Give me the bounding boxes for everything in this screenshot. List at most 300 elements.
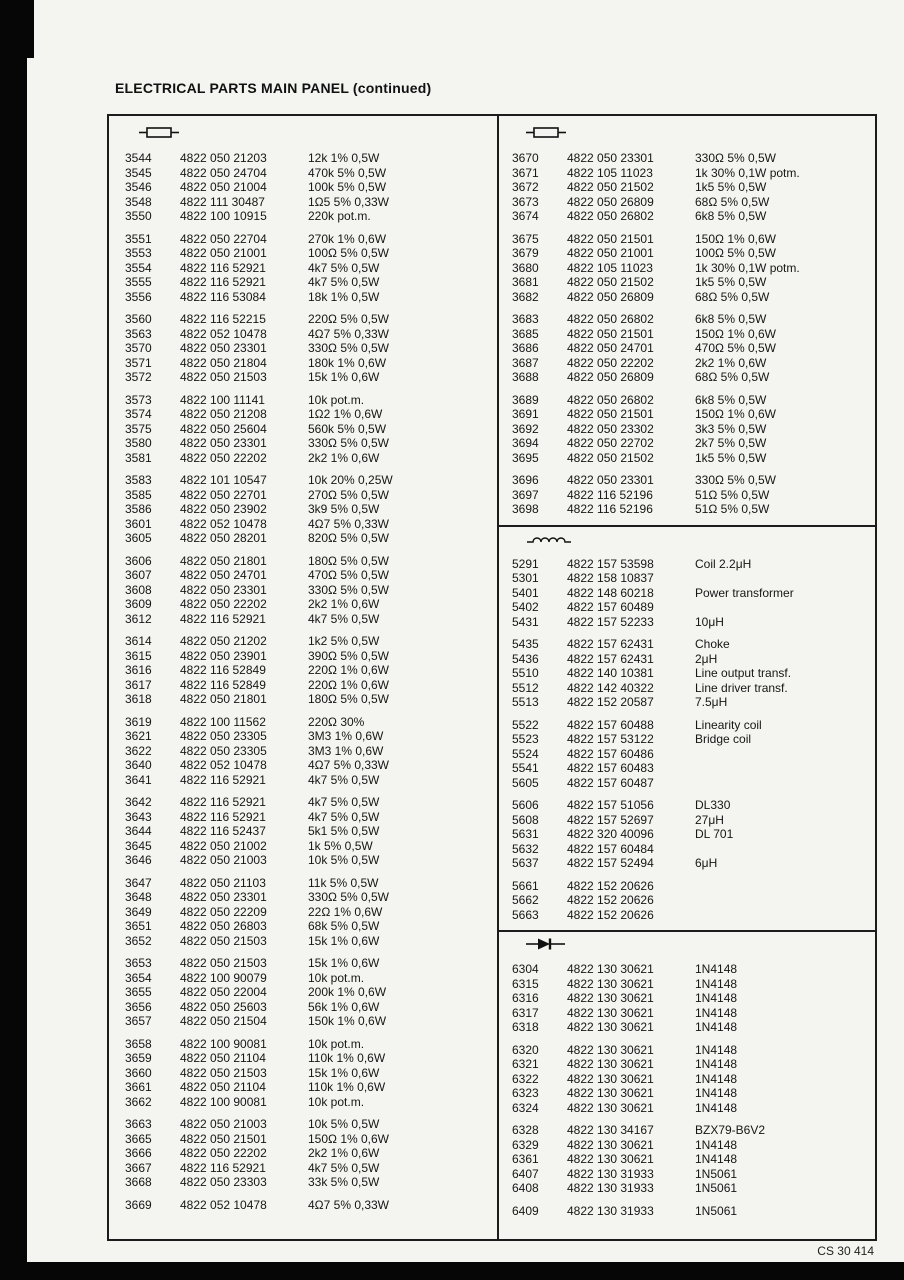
part-row	[125, 971, 489, 986]
part-desc: 1N4148	[695, 976, 738, 991]
part-row	[512, 557, 867, 572]
part-code: 4822 130 30621	[567, 1042, 654, 1057]
part-code: 4822 116 52921	[180, 772, 266, 787]
part-desc: 68Ω 5% 0,5W	[695, 370, 770, 384]
part-row	[125, 531, 489, 546]
part-ref: 3622	[125, 743, 152, 758]
part-desc	[695, 908, 867, 923]
part-code: 4822 100 10915	[180, 209, 267, 223]
part-row	[125, 773, 489, 788]
row-group	[125, 312, 489, 385]
part-ref: 3672	[512, 180, 539, 194]
part-desc: 100Ω 5% 0,5W	[695, 246, 777, 260]
part-code: 4822 050 21503	[180, 956, 267, 970]
part-desc: 180k 1% 0,6W	[308, 355, 387, 370]
part-row	[125, 729, 489, 744]
part-code: 4822 100 90081	[180, 1094, 267, 1109]
part-desc: 5k1 5% 0,5W	[308, 824, 380, 838]
part-ref: 3682	[512, 289, 539, 304]
part-row	[512, 761, 867, 776]
part-desc: DL 701	[695, 827, 734, 841]
part-code: 4822 320 40096	[567, 827, 654, 841]
row-group	[125, 232, 489, 305]
part-row	[125, 180, 489, 195]
part-ref: 3653	[125, 956, 152, 970]
part-row	[512, 977, 867, 992]
part-row	[125, 853, 489, 868]
part-row	[512, 195, 867, 210]
part-row	[125, 370, 489, 385]
part-row	[512, 1152, 867, 1167]
part-row	[125, 1117, 489, 1132]
part-row	[125, 341, 489, 356]
part-code: 4822 050 22004	[180, 985, 267, 999]
part-desc	[695, 879, 867, 894]
row-group	[512, 473, 867, 517]
part-code: 4822 050 23305	[180, 729, 267, 743]
part-row	[125, 1051, 489, 1066]
row-group	[125, 1117, 489, 1190]
row-group	[125, 393, 489, 466]
part-desc: 330Ω 5% 0,5W	[308, 890, 390, 904]
part-code: 4822 157 60487	[567, 775, 654, 790]
part-row	[125, 1095, 489, 1110]
part-desc: 4k7 5% 0,5W	[308, 795, 380, 809]
part-desc: 150Ω 1% 0,6W	[308, 1131, 390, 1146]
part-code: 4822 157 60483	[567, 761, 654, 775]
part-row	[125, 1014, 489, 1029]
part-desc	[695, 761, 867, 776]
part-desc: 1k 30% 0,1W potm.	[695, 165, 800, 180]
part-ref: 5523	[512, 732, 539, 746]
resistor-icon	[526, 126, 867, 144]
part-ref: 3572	[125, 370, 152, 384]
part-row	[125, 1198, 489, 1213]
part-ref: 5663	[512, 907, 539, 922]
part-code: 4822 130 31933	[567, 1203, 654, 1218]
parts-table-box	[107, 114, 877, 1241]
part-desc: 1k 30% 0,1W potm.	[695, 260, 800, 275]
part-ref: 3586	[125, 502, 152, 516]
part-desc: DL330	[695, 798, 731, 812]
part-desc: Power transformer	[695, 585, 794, 600]
part-ref: 5436	[512, 651, 539, 666]
part-ref: 3687	[512, 355, 539, 370]
part-desc: 220Ω 1% 0,6W	[308, 663, 390, 677]
part-ref: 5431	[512, 614, 539, 629]
row-group	[512, 312, 867, 385]
part-code: 4822 105 11023	[567, 260, 653, 275]
part-ref: 3655	[125, 985, 152, 999]
part-code: 4822 116 52849	[180, 663, 266, 677]
part-desc: 1k5 5% 0,5W	[695, 275, 767, 289]
part-code: 4822 116 52215	[180, 312, 266, 326]
part-code: 4822 130 31933	[567, 1166, 654, 1181]
part-ref: 5512	[512, 680, 539, 695]
part-row	[512, 695, 867, 710]
part-ref: 3609	[125, 597, 152, 611]
part-row	[125, 810, 489, 825]
part-code: 4822 101 10547	[180, 473, 267, 487]
part-ref: 3685	[512, 326, 539, 341]
row-group	[125, 151, 489, 224]
part-ref: 3680	[512, 260, 539, 275]
part-code: 4822 050 21103	[180, 875, 266, 890]
part-row	[512, 827, 867, 842]
part-row	[512, 991, 867, 1006]
part-code: 4822 152 20626	[567, 878, 654, 893]
part-ref: 3573	[125, 392, 152, 407]
part-code: 4822 050 21208	[180, 407, 267, 421]
part-code: 4822 140 10381	[567, 666, 654, 680]
part-code: 4822 116 52196	[567, 487, 653, 502]
part-code: 4822 050 26802	[567, 312, 654, 326]
part-code: 4822 050 23301	[567, 151, 654, 165]
part-desc: 51Ω 5% 0,5W	[695, 502, 770, 516]
part-desc: 4Ω7 5% 0,33W	[308, 1197, 390, 1212]
part-code: 4822 050 21004	[180, 180, 267, 194]
part-row	[512, 1181, 867, 1196]
part-desc: 33k 5% 0,5W	[308, 1175, 380, 1189]
part-desc: 1N4148	[695, 1137, 738, 1152]
part-ref: 3696	[512, 473, 539, 487]
part-desc: 10k pot.m.	[308, 970, 365, 985]
part-ref: 6315	[512, 976, 539, 991]
part-row	[125, 290, 489, 305]
row-group	[125, 1198, 489, 1213]
part-ref: 3560	[125, 312, 152, 326]
part-row	[512, 473, 867, 488]
part-ref: 5301	[512, 571, 539, 585]
part-ref: 3575	[125, 421, 152, 436]
part-desc: 390Ω 5% 0,5W	[308, 648, 390, 663]
page-title: ELECTRICAL PARTS MAIN PANEL (continued)	[115, 80, 432, 96]
part-code: 4822 130 30621	[567, 1086, 654, 1100]
part-desc: 100k 5% 0,5W	[308, 180, 387, 194]
part-code: 4822 050 26809	[567, 370, 654, 384]
part-ref: 3658	[125, 1036, 152, 1051]
part-ref: 3665	[125, 1131, 152, 1146]
part-ref: 3662	[125, 1094, 152, 1109]
part-code: 4822 050 22702	[567, 436, 654, 450]
part-code: 4822 130 30621	[567, 1152, 654, 1166]
part-code: 4822 130 30621	[567, 1005, 654, 1020]
part-ref: 3647	[125, 875, 152, 890]
part-row	[125, 517, 489, 532]
part-desc: 4k7 5% 0,5W	[308, 772, 380, 787]
part-ref: 3606	[125, 553, 152, 568]
part-row	[512, 776, 867, 791]
part-row	[125, 1000, 489, 1015]
part-ref: 3675	[512, 231, 539, 246]
part-desc: 150Ω 1% 0,6W	[695, 231, 777, 246]
part-code: 4822 050 21503	[180, 370, 267, 384]
part-ref: 5524	[512, 746, 539, 761]
footer-code: CS 30 414	[817, 1244, 874, 1258]
part-ref: 5631	[512, 827, 539, 841]
part-ref: 3615	[125, 648, 152, 663]
part-code: 4822 050 21203	[180, 151, 267, 165]
row-group	[512, 718, 867, 791]
part-code: 4822 050 21002	[180, 838, 267, 853]
row-group	[125, 956, 489, 1029]
part-row	[512, 180, 867, 195]
part-desc: 150Ω 1% 0,6W	[695, 407, 777, 421]
part-row	[512, 1020, 867, 1035]
part-ref: 5435	[512, 637, 539, 651]
part-desc: 15k 1% 0,6W	[308, 1065, 380, 1080]
part-desc: 110k 1% 0,6W	[308, 1051, 386, 1065]
part-desc: 10k 20% 0,25W	[308, 473, 393, 487]
part-desc: 2k2 1% 0,6W	[308, 1146, 380, 1160]
part-ref: 3686	[512, 341, 539, 355]
part-desc: 4k7 5% 0,5W	[308, 1160, 380, 1175]
part-row	[512, 166, 867, 181]
part-ref: 5608	[512, 812, 539, 827]
part-ref: 6321	[512, 1057, 539, 1071]
part-row	[512, 586, 867, 601]
part-desc: 2k2 1% 0,6W	[695, 355, 767, 370]
part-row	[125, 985, 489, 1000]
part-row	[125, 407, 489, 422]
part-ref: 3694	[512, 436, 539, 450]
right-column	[499, 116, 875, 1239]
part-row	[125, 649, 489, 664]
part-row	[512, 732, 867, 747]
part-row	[125, 232, 489, 247]
part-code: 4822 157 60489	[567, 600, 654, 614]
part-row	[512, 1101, 867, 1116]
part-code: 4822 050 25603	[180, 999, 267, 1014]
part-desc: Line driver transf.	[695, 680, 788, 695]
part-code: 4822 050 26809	[567, 289, 654, 304]
part-code: 4822 100 11141	[180, 392, 265, 407]
part-desc: 3k3 5% 0,5W	[695, 421, 767, 436]
row-group	[512, 637, 867, 710]
part-code: 4822 052 10478	[180, 1197, 267, 1212]
part-row	[512, 962, 867, 977]
part-code: 4822 130 31933	[567, 1181, 654, 1195]
scan-edge-bottom	[0, 1262, 904, 1280]
part-desc: 68Ω 5% 0,5W	[695, 194, 770, 209]
part-code: 4822 130 30621	[567, 976, 654, 991]
part-ref: 6324	[512, 1100, 539, 1115]
part-row	[512, 908, 867, 923]
part-desc: 270k 1% 0,6W	[308, 231, 387, 246]
part-row	[125, 554, 489, 569]
part-desc: 7.5μH	[695, 695, 728, 709]
part-code: 4822 130 30621	[567, 1137, 654, 1152]
part-desc: 1k 5% 0,5W	[308, 838, 373, 853]
part-desc: 1N4148	[695, 1057, 738, 1071]
part-desc: 200k 1% 0,6W	[308, 985, 387, 999]
part-row	[125, 1037, 489, 1052]
part-desc: 1N4148	[695, 962, 738, 976]
part-code: 4822 157 52233	[567, 614, 654, 629]
part-code: 4822 116 52921	[180, 275, 266, 289]
part-desc: 10k 5% 0,5W	[308, 853, 380, 867]
part-code: 4822 050 21001	[180, 246, 267, 260]
part-code: 4822 050 22202	[567, 355, 654, 370]
part-row	[125, 795, 489, 810]
part-desc: 1k5 5% 0,5W	[695, 180, 767, 194]
part-code: 4822 050 21503	[180, 933, 267, 948]
part-ref: 5510	[512, 666, 539, 680]
part-row	[512, 798, 867, 813]
part-row	[512, 1138, 867, 1153]
part-desc	[695, 600, 867, 615]
part-ref: 3546	[125, 180, 152, 194]
part-code: 4822 052 10478	[180, 516, 267, 531]
part-desc: 68k 5% 0,5W	[308, 919, 380, 933]
part-code: 4822 111 30487	[180, 194, 265, 209]
part-ref: 3643	[125, 809, 152, 824]
row-group	[512, 1043, 867, 1116]
part-row	[512, 856, 867, 871]
section-divider	[499, 930, 875, 932]
part-code: 4822 052 10478	[180, 758, 267, 772]
part-row	[512, 290, 867, 305]
part-desc: 1N4148	[695, 1086, 738, 1100]
part-code: 4822 157 51056	[567, 798, 654, 812]
part-row	[125, 692, 489, 707]
part-ref: 3697	[512, 487, 539, 502]
part-desc: 1N4148	[695, 1005, 738, 1020]
part-row	[512, 209, 867, 224]
part-code: 4822 050 23305	[180, 743, 267, 758]
part-code: 4822 050 21502	[567, 180, 654, 194]
part-row	[512, 637, 867, 652]
part-ref: 3607	[125, 568, 152, 582]
part-row	[512, 393, 867, 408]
part-desc: Line output transf.	[695, 666, 792, 680]
part-code: 4822 100 90081	[180, 1036, 267, 1051]
part-row	[512, 1072, 867, 1087]
row-group	[512, 798, 867, 871]
part-code: 4822 105 11023	[567, 165, 653, 180]
part-code: 4822 157 52494	[567, 856, 654, 870]
part-code: 4822 050 21501	[567, 407, 654, 421]
part-ref: 5513	[512, 695, 539, 709]
part-row	[512, 600, 867, 615]
part-ref: 3695	[512, 450, 539, 465]
part-code: 4822 152 20626	[567, 893, 654, 907]
part-code: 4822 116 52921	[180, 260, 266, 275]
part-ref: 3612	[125, 611, 152, 626]
part-row	[512, 681, 867, 696]
part-desc: 1k5 5% 0,5W	[695, 450, 767, 465]
scan-edge-left	[0, 0, 27, 1280]
part-code: 4822 116 52921	[180, 809, 266, 824]
part-desc: 3k9 5% 0,5W	[308, 502, 380, 516]
part-row	[125, 634, 489, 649]
part-code: 4822 050 22701	[180, 487, 267, 502]
part-row	[125, 919, 489, 934]
part-desc: 330Ω 5% 0,5W	[308, 582, 390, 597]
part-row	[125, 905, 489, 920]
part-row	[512, 261, 867, 276]
row-group	[512, 232, 867, 305]
part-ref: 3555	[125, 275, 152, 289]
part-code: 4822 050 22202	[180, 1146, 267, 1160]
part-row	[512, 502, 867, 517]
part-desc: 330Ω 5% 0,5W	[308, 341, 390, 355]
part-row	[125, 744, 489, 759]
part-ref: 3571	[125, 355, 152, 370]
part-row	[512, 275, 867, 290]
part-row	[512, 1043, 867, 1058]
part-ref: 3563	[125, 326, 152, 341]
part-row	[512, 151, 867, 166]
part-row	[125, 436, 489, 451]
part-row	[125, 824, 489, 839]
part-row	[125, 473, 489, 488]
part-ref: 3688	[512, 370, 539, 384]
part-code: 4822 157 62431	[567, 651, 654, 666]
part-code: 4822 050 23301	[180, 341, 267, 355]
part-ref: 3581	[125, 450, 152, 465]
part-ref: 3659	[125, 1051, 152, 1065]
part-ref: 3670	[512, 151, 539, 165]
part-desc: 10k pot.m.	[308, 1036, 365, 1051]
part-desc: 1N4148	[695, 1100, 738, 1115]
part-code: 4822 050 22202	[180, 597, 267, 611]
part-desc: 3M3 1% 0,6W	[308, 743, 384, 758]
part-ref: 6316	[512, 991, 539, 1005]
part-ref: 3674	[512, 209, 539, 223]
part-desc: 10k 5% 0,5W	[308, 1117, 380, 1131]
part-row	[512, 232, 867, 247]
part-desc: 18k 1% 0,5W	[308, 289, 380, 304]
part-desc: 100Ω 5% 0,5W	[308, 246, 390, 260]
part-ref: 3663	[125, 1117, 152, 1131]
part-desc: 15k 1% 0,6W	[308, 370, 380, 384]
part-code: 4822 050 24704	[180, 165, 267, 180]
part-row	[125, 246, 489, 261]
part-row	[125, 422, 489, 437]
part-ref: 3570	[125, 341, 152, 355]
part-ref: 3691	[512, 407, 539, 421]
part-ref: 6409	[512, 1203, 539, 1218]
diode-icon	[526, 937, 867, 955]
part-code: 4822 050 21503	[180, 1065, 267, 1080]
part-code: 4822 157 53122	[567, 732, 654, 746]
part-desc: 1N4148	[695, 991, 738, 1005]
part-desc: 6μH	[695, 856, 718, 870]
part-ref: 3642	[125, 795, 152, 809]
part-ref: 3553	[125, 246, 152, 260]
part-desc: 150Ω 1% 0,6W	[695, 326, 777, 341]
part-code: 4822 148 60218	[567, 585, 654, 600]
part-row	[512, 312, 867, 327]
part-code: 4822 100 90079	[180, 970, 267, 985]
part-ref: 3585	[125, 487, 152, 502]
part-code: 4822 050 26809	[567, 194, 654, 209]
part-ref: 6407	[512, 1166, 539, 1181]
row-group	[125, 634, 489, 707]
part-row	[512, 370, 867, 385]
part-desc: 6k8 5% 0,5W	[695, 209, 767, 223]
part-row	[125, 393, 489, 408]
part-code: 4822 050 21202	[180, 634, 267, 648]
part-ref: 6318	[512, 1020, 539, 1034]
part-ref: 5637	[512, 856, 539, 870]
part-ref: 3689	[512, 392, 539, 407]
part-code: 4822 050 21502	[567, 450, 654, 465]
part-ref: 3550	[125, 209, 152, 223]
part-desc: 150k 1% 0,6W	[308, 1014, 387, 1028]
part-desc: 2k7 5% 0,5W	[695, 436, 767, 450]
